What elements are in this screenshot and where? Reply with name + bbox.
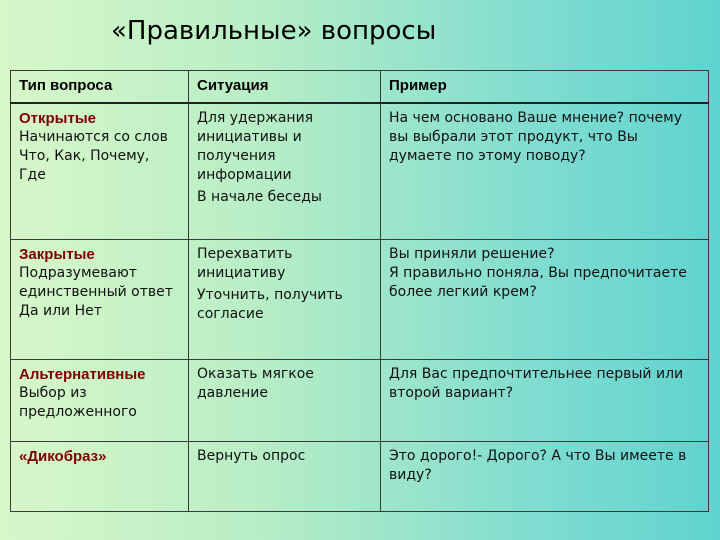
- situation-text: Перехватить инициативу: [197, 245, 293, 281]
- question-type-description: Подразумевают единственный ответ Да или Нет: [19, 264, 173, 319]
- example-text: Я правильно поняла, Вы предпочитаете более легкий крем?: [389, 264, 687, 300]
- type-cell: [11, 441, 189, 511]
- page-title: «Правильные» вопросы: [111, 16, 437, 46]
- question-type-description: Начинаются со слов Что, Как, Почему, Где: [19, 129, 168, 183]
- question-type-name: «Дикобраз»: [19, 447, 107, 465]
- question-type-name: Альтернативные: [19, 365, 146, 383]
- example-cell: [381, 103, 709, 239]
- questions-table: [10, 70, 709, 512]
- situation-text: Оказать мягкое давление: [197, 365, 314, 401]
- table-row-porcupine: [11, 441, 709, 511]
- situation-cell: [189, 103, 381, 239]
- question-type-name: Закрытые: [19, 245, 95, 263]
- example-text: Для Вас предпочтительнее первый или второй вариант?: [389, 365, 684, 401]
- situation-cell: [189, 441, 381, 511]
- example-text: Вы приняли решение?: [389, 245, 555, 262]
- example-text: Это дорого!- Дорого? А что Вы имеете в виду?: [389, 447, 687, 483]
- type-cell: [11, 359, 189, 441]
- header-situation: Ситуация: [189, 71, 381, 104]
- situation-cell: [189, 239, 381, 359]
- table-row-alternative: [11, 359, 709, 441]
- question-type-name: Открытые: [19, 110, 96, 127]
- header-type: Тип вопроса: [11, 71, 189, 104]
- situation-text: Для удержания инициативы и получения информации: [197, 110, 314, 183]
- type-cell: [11, 239, 189, 359]
- situation-text: Вернуть опрос: [197, 447, 306, 464]
- table-row-open: [11, 103, 709, 239]
- table-row-closed: [11, 239, 709, 359]
- situation-cell: [189, 359, 381, 441]
- example-cell: [381, 359, 709, 441]
- situation-text: Уточнить, получить согласие: [197, 286, 343, 322]
- example-text: На чем основано Ваше мнение? почему вы выбрали этот продукт, что Вы думаете по этому поводу?: [389, 110, 683, 164]
- example-cell: [381, 239, 709, 359]
- question-type-description: Выбор из предложенного: [19, 384, 137, 420]
- type-cell: [11, 103, 189, 239]
- situation-text: В начале беседы: [197, 189, 322, 205]
- table-header-row: [11, 71, 709, 104]
- example-cell: [381, 441, 709, 511]
- header-example: Пример: [381, 71, 709, 104]
